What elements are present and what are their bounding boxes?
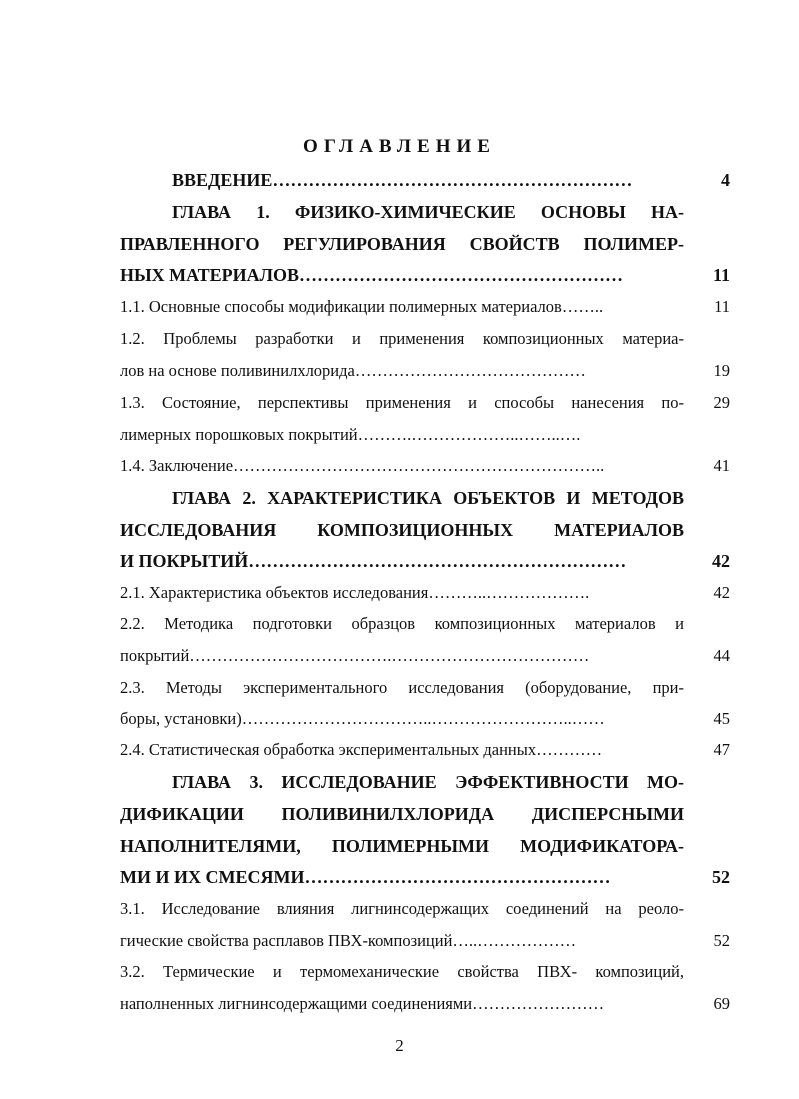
toc-page-number: 11 — [714, 297, 730, 316]
toc-section-3-2-line-2: наполненных лигнинсодержащими соединениями…………………… — [120, 994, 605, 1013]
toc-page-number: 44 — [713, 646, 730, 665]
toc-entry-introduction: ВВЕДЕНИЕ…………………………………………………… — [172, 170, 633, 190]
toc-section-1-2-line-1: 1.2. Проблемы разработки и применения композиционных материа- — [120, 329, 684, 348]
toc-chapter-1-line-1: ГЛАВА 1. ФИЗИКО-ХИМИЧЕСКИЕ ОСНОВЫ НА- — [172, 202, 684, 222]
toc-page-number: 47 — [713, 740, 730, 759]
toc-section-3-2-line-1: 3.2. Термические и термомеханические свойства ПВХ- композиций, — [120, 962, 684, 981]
toc-chapter-3-line-2: ДИФИКАЦИИ ПОЛИВИНИЛХЛОРИДА ДИСПЕРСНЫМИ — [120, 804, 684, 824]
toc-title: ОГЛАВЛЕНИЕ — [303, 136, 496, 157]
toc-section-2-3-line-2: боры, установки)……………………………..……………………..…… — [120, 709, 605, 728]
toc-page-number: 4 — [721, 170, 730, 190]
toc-page-number: 52 — [713, 931, 730, 950]
page-number: 2 — [395, 1036, 404, 1055]
toc-section-1-1: 1.1. Основные способы модификации полимерных материалов…….. — [120, 297, 604, 316]
toc-page-number: 45 — [713, 709, 730, 728]
toc-section-3-1-line-2: гические свойства расплавов ПВХ-композиций…..……………… — [120, 931, 577, 950]
toc-page-number: 11 — [712, 265, 730, 285]
toc-section-1-2-line-2: лов на основе поливинилхлорида…………………………………… — [120, 361, 586, 380]
toc-section-2-2-line-2: покрытий……………………………….……………………………… — [120, 646, 590, 665]
toc-section-2-3-line-1: 2.3. Методы экспериментального исследования (оборудование, при- — [120, 678, 684, 697]
toc-section-3-1-line-1: 3.1. Исследование влияния лигнинсодержащих соединений на реоло- — [120, 899, 684, 918]
toc-page-number: 52 — [712, 867, 730, 887]
toc-chapter-2-line-2: ИССЛЕДОВАНИЯ КОМПОЗИЦИОННЫХ МАТЕРИАЛОВ — [120, 520, 684, 540]
toc-section-2-2-line-1: 2.2. Методика подготовки образцов композиционных материалов и — [120, 614, 684, 633]
toc-page-number: 19 — [713, 361, 730, 380]
toc-section-2-4: 2.4. Статистическая обработка экспериментальных данных………… — [120, 740, 603, 759]
toc-page-number: 42 — [713, 583, 730, 602]
toc-page-number: 41 — [713, 456, 730, 475]
toc-chapter-1-line-3: НЫХ МАТЕРИАЛОВ……………………………………………… — [120, 265, 624, 285]
toc-section-1-4: 1.4. Заключение………………………………………………………….. — [120, 456, 605, 475]
toc-chapter-2-line-3: И ПОКРЫТИЙ……………………………………………………… — [120, 551, 627, 571]
toc-section-1-3-line-1: 1.3. Состояние, перспективы применения и способы нанесения по- — [120, 393, 684, 412]
toc-chapter-1-line-2: ПРАВЛЕННОГО РЕГУЛИРОВАНИЯ СВОЙСТВ ПОЛИМЕР- — [120, 234, 684, 254]
toc-chapter-3-line-4: МИ И ИХ СМЕСЯМИ…………………………………………… — [120, 867, 611, 887]
toc-section-2-1: 2.1. Характеристика объектов исследования………..………………. — [120, 583, 590, 602]
toc-page-number: 29 — [713, 393, 730, 412]
toc-page-number: 69 — [713, 994, 730, 1013]
toc-chapter-2-line-1: ГЛАВА 2. ХАРАКТЕРИСТИКА ОБЪЕКТОВ И МЕТОДОВ — [172, 488, 684, 508]
toc-section-1-3-line-2: лимерных порошковых покрытий……….………………..……..…. — [120, 425, 581, 444]
toc-chapter-3-line-1: ГЛАВА 3. ИССЛЕДОВАНИЕ ЭФФЕКТИВНОСТИ МО- — [172, 772, 684, 792]
toc-chapter-3-line-3: НАПОЛНИТЕЛЯМИ, ПОЛИМЕРНЫМИ МОДИФИКАТОРА- — [120, 836, 684, 856]
toc-page-number: 42 — [712, 551, 730, 571]
